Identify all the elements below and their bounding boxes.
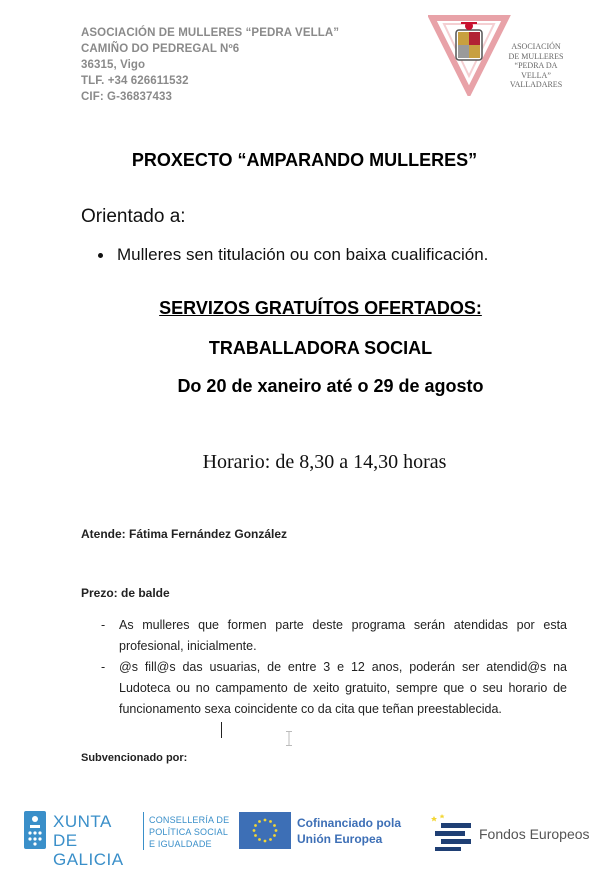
eu-text: Cofinanciado pola (297, 816, 402, 830)
logo-text: ASOCIACIÓN (511, 42, 561, 51)
list-item-text: @s fill@s das usuarias, de entre 3 e 12 anos, poderán ser atendid@s na Ludoteca ou no campamento de xeito gratuito, sempre que o seu horario de funcionamento sexa coincidente co da cita que teñan preestablecida. (119, 660, 567, 716)
fondos-emblem-icon (431, 814, 475, 852)
logo-text: DE MULLERES (508, 51, 564, 61)
address-line: CAMIÑO DO PEDREGAL Nº6 (81, 43, 240, 55)
funded-by-label: Subvencionado por: (81, 752, 188, 764)
list-item (101, 657, 567, 720)
service-name: TRABALLADORA SOCIAL (208, 338, 433, 358)
price: Prezo: de balde (81, 586, 170, 600)
dash-marker: - (101, 660, 106, 674)
logo-text: “PEDRA DA VELLA” (514, 61, 558, 80)
association-address (81, 25, 339, 105)
address-line: 36315, Vigo (81, 59, 146, 71)
conselleria-text: CONSELLERÍA DE (149, 815, 230, 825)
xunta-text: DE GALICIA (53, 831, 124, 869)
text-caret (221, 722, 222, 738)
i-beam-cursor-icon (286, 731, 292, 746)
eu-text: Unión Europea (297, 832, 383, 846)
address-line: TLF. +34 626611532 (81, 75, 189, 87)
page-title: PROXECTO “AMPARANDO MULLERES” (131, 150, 478, 170)
service-dates: Do 20 de xaneiro até o 29 de agosto (177, 376, 484, 396)
eu-flag-icon (239, 812, 291, 849)
fondos-text: Fondos Europeos (479, 826, 590, 842)
bullet-text: Mulleres sen titulación ou con baixa cualificación. (117, 245, 489, 264)
oriented-label: Orientado a: (81, 206, 186, 227)
logo-text: VALLADARES (509, 80, 563, 89)
xunta-logo (24, 811, 144, 869)
conselleria-text: E IGUALDADE (149, 839, 212, 849)
xunta-text: XUNTA (53, 812, 112, 831)
address-line: CIF: G-36837433 (81, 91, 172, 103)
list-item (101, 615, 567, 657)
list-item-text: As mulleres que formen parte deste programa serán atendidas por esta profesional, inicialmente. (119, 618, 567, 653)
galicia-emblem-icon (24, 811, 46, 849)
dash-marker: - (101, 618, 106, 632)
services-heading: SERVIZOS GRATUÍTOS OFERTADOS: (159, 298, 482, 318)
eu-logo (239, 812, 404, 852)
attends: Atende: Fátima Fernández González (81, 527, 288, 541)
association-logo (428, 14, 578, 96)
conselleria-text: POLÍTICA SOCIAL (149, 827, 229, 837)
bullet-dot-icon (98, 253, 103, 258)
conselleria-logo (149, 814, 229, 850)
divider (143, 812, 144, 850)
fondos-europeos-logo (431, 814, 591, 854)
address-line: ASOCIACIÓN DE MULLERES “PEDRA VELLA” (81, 27, 340, 39)
bullet-item (98, 245, 488, 265)
schedule: Horario: de 8,30 a 14,30 horas (202, 451, 447, 473)
